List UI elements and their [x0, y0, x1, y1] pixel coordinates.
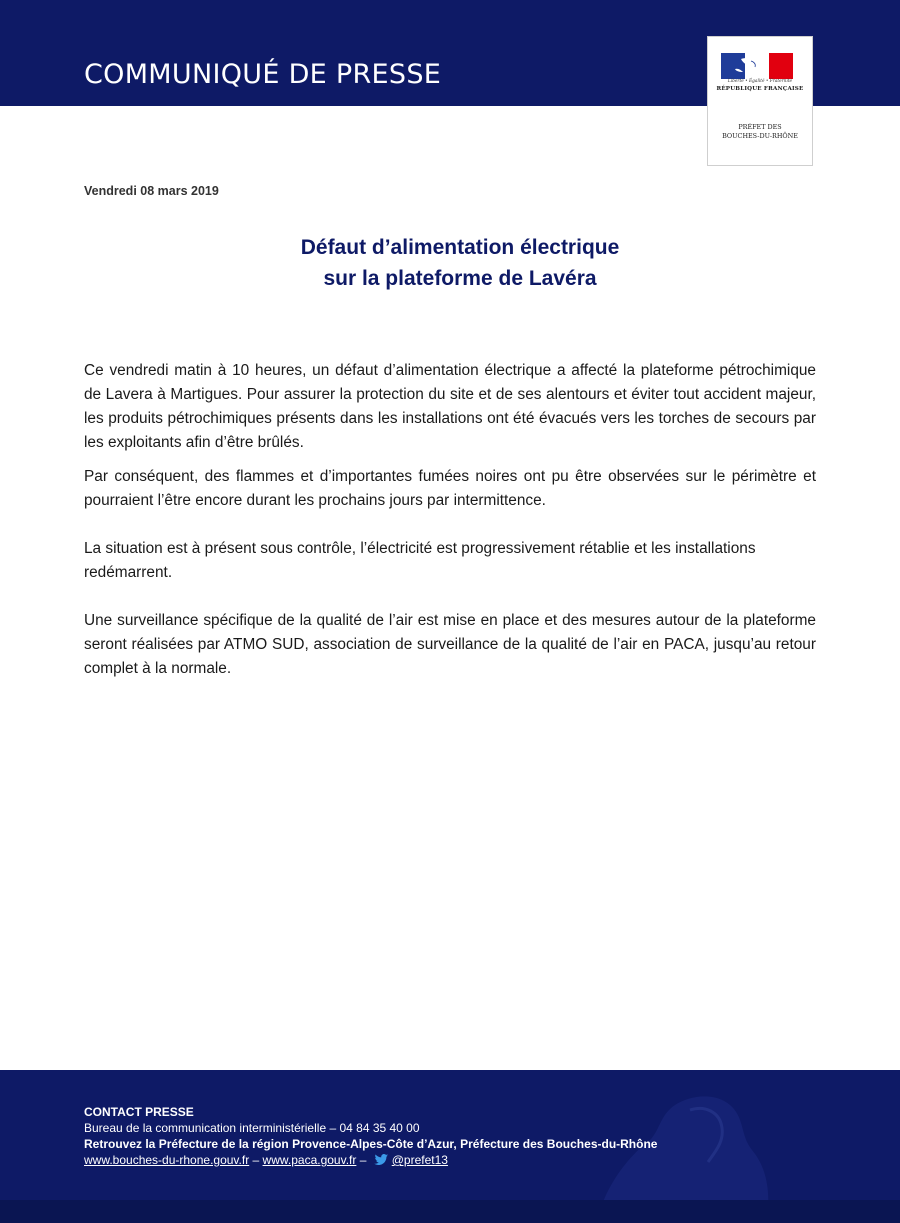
release-title-line2: sur la plateforme de Lavéra: [323, 267, 597, 290]
paragraph: Par conséquent, des flammes et d’importantes fumées noires ont pu être observées sur le périmètre et pourraient l’être encore durant les prochains jours par intermittence.: [84, 468, 816, 509]
logo-prefet: [708, 123, 812, 141]
release-date: Vendredi 08 mars 2019: [84, 184, 219, 198]
logo-prefet-line2: BOUCHES-DU-RHÔNE: [722, 132, 798, 140]
link-bouches-du-rhone[interactable]: www.bouches-du-rhone.gouv.fr: [84, 1153, 250, 1167]
contact-block: [84, 1104, 657, 1168]
link-separator: –: [249, 1153, 263, 1167]
prefecture-logo: [707, 36, 813, 166]
twitter-handle-link[interactable]: @prefet13: [391, 1153, 448, 1167]
page-header-title: COMMUNIQUÉ DE PRESSE: [84, 59, 442, 90]
footer-bottom-bar: [0, 1200, 900, 1223]
footer: [0, 1070, 900, 1223]
marianne-flag-icon: [721, 53, 793, 79]
contact-retrouvez: Retrouvez la Préfecture de la région Provence-Alpes-Côte d’Azur, Préfecture des Bouches-du-Rhône: [84, 1137, 658, 1151]
logo-motto: Liberté • Égalité • Fraternité: [727, 79, 793, 84]
release-title: [0, 232, 900, 294]
logo-prefet-line1: PRÉFET DES: [738, 123, 782, 131]
link-separator: –: [356, 1153, 370, 1167]
link-paca[interactable]: www.paca.gouv.fr: [262, 1153, 357, 1167]
contact-links: [84, 1152, 657, 1168]
paragraph: La situation est à présent sous contrôle, l’électricité est progressivement rétablie et les installations redémarrent.: [84, 540, 756, 581]
contact-bureau: Bureau de la communication interministérielle – 04 84 35 40 00: [84, 1121, 420, 1135]
paragraph: Ce vendredi matin à 10 heures, un défaut d’alimentation électrique a affecté la plateforme pétrochimique de Lavera à Martigues. Pour assurer la protection du site et de ses alentours et éviter tout accident majeur, les produits pétrochimiques présents dans les installations ont été évacués vers les torches de secours par les exploitants afin d’être brûlés.: [84, 362, 816, 451]
release-title-line1: Défaut d’alimentation électrique: [300, 236, 620, 259]
paragraph: Une surveillance spécifique de la qualité de l’air est mise en place et des mesures autour de la plateforme seront réalisées par ATMO SUD, association de surveillance de la qualité de l’air en PACA, jusqu’au retour complet à la normale.: [84, 612, 816, 677]
logo-republic: RÉPUBLIQUE FRANÇAISE: [716, 86, 804, 92]
release-body: [84, 359, 816, 681]
contact-heading: CONTACT PRESSE: [84, 1105, 194, 1119]
twitter-bird-icon: [373, 1154, 390, 1166]
